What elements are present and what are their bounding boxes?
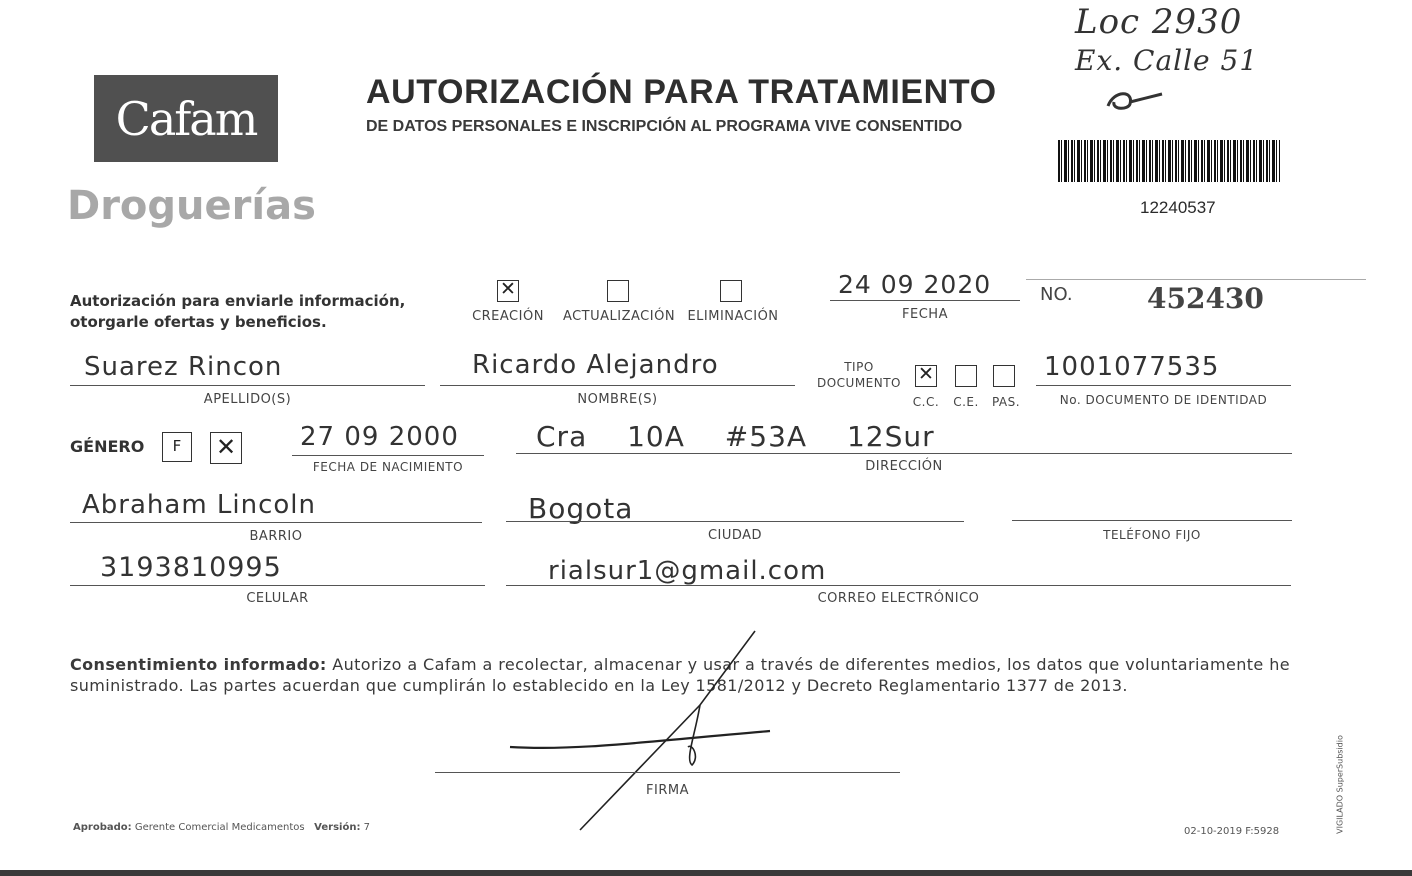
- nombres-line: [440, 385, 795, 386]
- fecha-value[interactable]: 24 09 2020: [838, 270, 992, 299]
- nombres-label: NOMBRE(S): [577, 392, 658, 407]
- celular-line: [70, 585, 485, 586]
- celular-value[interactable]: 3193810995: [100, 552, 282, 583]
- nacimiento-value[interactable]: 27 09 2000: [300, 422, 459, 452]
- consent-heading: Consentimiento informado:: [70, 655, 327, 674]
- barcode: [1058, 140, 1280, 182]
- tipo-doc-label-2: DOCUMENTO: [816, 376, 902, 390]
- telefono-line: [1012, 520, 1292, 521]
- fecha-line: [830, 300, 1020, 301]
- consent-text: Autorizo a Cafam a recolectar, almacenar y usar a través de diferentes medios, los datos que voluntariamente he suministrado. Las partes acuerdan que cumplirán lo establecido en la Ley 1581/2012 y Decreto Reglamentario 1377 de 2013.: [70, 655, 1290, 695]
- version-value: 7: [363, 822, 371, 833]
- no-top-line: [1026, 279, 1366, 280]
- signature-drawing: [500, 625, 790, 835]
- documento-line: [1036, 385, 1291, 386]
- cc-checkbox[interactable]: ✕: [915, 365, 937, 387]
- ce-checkbox[interactable]: [955, 365, 977, 387]
- barcode-number: 12240537: [1140, 198, 1216, 217]
- aprobado-label: Aprobado:: [73, 822, 132, 833]
- eliminacion-label: ELIMINACIÓN: [687, 309, 779, 324]
- fecha-label: FECHA: [902, 307, 948, 322]
- genero-f-label: F: [172, 437, 182, 455]
- nacimiento-label: FECHA DE NACIMIENTO: [312, 460, 464, 474]
- vigilado-text: VIGILADO SuperSubsidio: [1335, 735, 1345, 834]
- brand-subtitle: Droguerías: [67, 183, 316, 229]
- direccion-line: [516, 453, 1292, 454]
- footer-code: 02-10-2019 F:5928: [1184, 826, 1280, 837]
- creacion-checkbox[interactable]: ✕: [497, 280, 519, 302]
- genero-m-checkbox[interactable]: ✕: [210, 432, 242, 464]
- correo-line: [506, 585, 1291, 586]
- eliminacion-checkbox[interactable]: [720, 280, 742, 302]
- authorization-label-2: otorgarle ofertas y beneficios.: [70, 313, 327, 331]
- ce-label: C.E.: [953, 395, 979, 409]
- actualizacion-label: ACTUALIZACIÓN: [562, 309, 676, 324]
- pas-checkbox[interactable]: [993, 365, 1015, 387]
- no-label: NO.: [1040, 284, 1073, 305]
- footer-approval: [73, 822, 370, 833]
- ciudad-line: [506, 521, 964, 522]
- form-title: AUTORIZACIÓN PARA TRATAMIENTO: [366, 73, 997, 111]
- correo-value[interactable]: rialsur1@gmail.com: [548, 556, 827, 586]
- aprobado-value: Gerente Comercial Medicamentos: [134, 822, 305, 833]
- firma-line: [435, 772, 900, 773]
- handwritten-scribble: [1100, 84, 1170, 116]
- documento-label: No. DOCUMENTO DE IDENTIDAD: [1059, 393, 1268, 407]
- creacion-label: CREACIÓN: [472, 309, 544, 324]
- barrio-label: BARRIO: [249, 529, 303, 544]
- celular-label: CELULAR: [246, 591, 309, 606]
- documento-value[interactable]: 1001077535: [1044, 352, 1220, 382]
- telefono-label: TELÉFONO FIJO: [1103, 528, 1201, 542]
- authorization-label-1: Autorización para enviarle información,: [70, 292, 406, 310]
- actualizacion-checkbox[interactable]: [607, 280, 629, 302]
- firma-label: FIRMA: [646, 783, 689, 798]
- barrio-line: [70, 522, 482, 523]
- handwritten-location: Loc 2930: [1075, 2, 1243, 42]
- nacimiento-line: [292, 455, 484, 456]
- apellidos-value[interactable]: Suarez Rincon: [84, 352, 283, 382]
- apellidos-label: APELLIDO(S): [203, 392, 292, 407]
- tipo-doc-label-1: TIPO: [844, 360, 874, 374]
- genero-f-checkbox[interactable]: [162, 432, 192, 462]
- ciudad-label: CIUDAD: [707, 528, 763, 543]
- pas-label: PAS.: [991, 395, 1021, 409]
- handwritten-street: Ex. Calle 51: [1075, 44, 1259, 77]
- apellidos-line: [70, 385, 425, 386]
- folio-number: 452430: [1147, 282, 1264, 315]
- correo-label: CORREO ELECTRÓNICO: [817, 591, 980, 606]
- direccion-value[interactable]: Cra 10A #53A 12Sur: [536, 420, 935, 453]
- genero-label: GÉNERO: [70, 437, 145, 456]
- nombres-value[interactable]: Ricardo Alejandro: [472, 350, 719, 380]
- form-subtitle: DE DATOS PERSONALES E INSCRIPCIÓN AL PROGRAMA VIVE CONSENTIDO: [366, 118, 963, 135]
- direccion-label: DIRECCIÓN: [865, 459, 943, 474]
- cc-label: C.C.: [912, 395, 940, 409]
- barrio-value[interactable]: Abraham Lincoln: [82, 490, 317, 520]
- ciudad-value[interactable]: Bogota: [528, 492, 634, 525]
- cafam-logo: Cafam: [94, 75, 278, 162]
- scan-edge: [0, 870, 1412, 876]
- version-label: Versión:: [314, 822, 361, 833]
